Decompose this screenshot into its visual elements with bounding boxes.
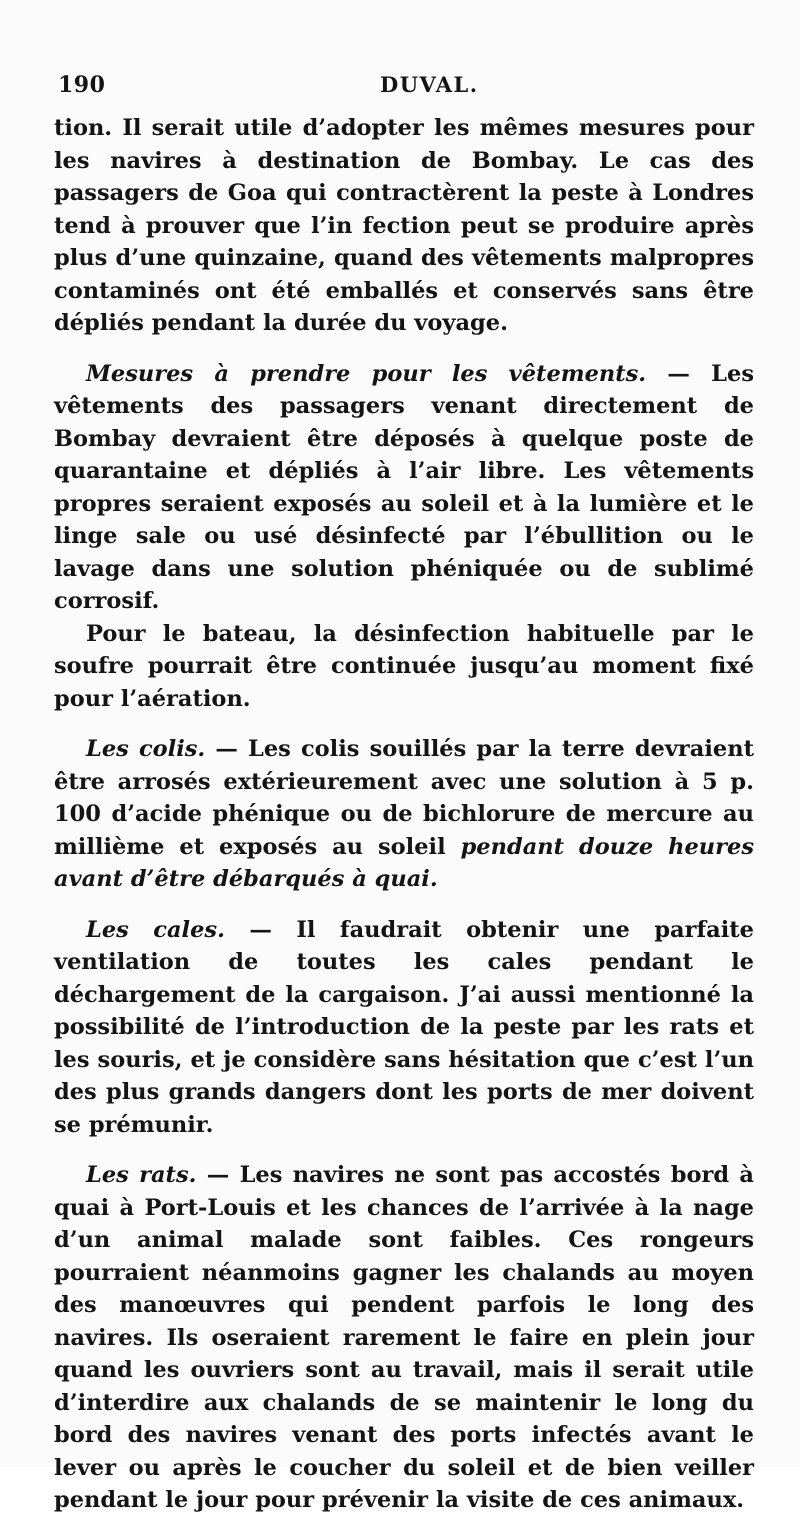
paragraph-continuation	[54, 112, 754, 340]
paragraph-text: tion. Il serait utile d’adopter les mêmes mesures pour les navires à destination de Bombay. Le cas des passagers de Goa qui contractèrent la peste à Londres tend à prouver que l’in fection peut se produire après plus d’une quinzaine, quand des vêtements malpropres contaminés ont été emballés et conservés sans être dépliés pendant la durée du voyage.	[54, 115, 754, 336]
page-header	[58, 72, 758, 102]
paragraph-text: — Il faudrait obtenir une parfaite ventilation de toutes les cales pendant le déchargement de la cargaison. J’ai aussi mentionné la possibilité de l’introduction de la peste par les rats et les souris, et je considère sans hésitation que c’est l’un des plus grands dangers dont les ports de mer doivent se prémunir.	[54, 916, 754, 1138]
paragraph-clothing-measures	[54, 358, 754, 618]
paragraph-text: — Les vêtements des passagers venant directement de Bombay devraient être déposés à quelque poste de quarantaine et dépliés à l’air libre. Les vêtements propres seraient exposés au soleil et à la lumière et le linge sale ou usé désinfecté par l’ébullition ou le lavage dans une solution phéniquée ou de sublimé corrosif.	[54, 360, 754, 614]
section-lead-packages: Les colis.	[86, 736, 206, 762]
paragraph-boat-disinfection	[54, 618, 754, 716]
paragraph-packages	[54, 733, 754, 896]
paragraph-text: Pour le bateau, la désinfection habituelle par le soufre pourrait être continuée jusqu’au moment fixé pour l’aération.	[54, 620, 754, 712]
section-lead-rats: Les rats.	[86, 1162, 197, 1188]
page-number: 190	[58, 72, 106, 98]
emphasized-text: pendant douze heures avant d’être débarqués à quai.	[54, 833, 755, 892]
section-lead-clothing: Mesures à prendre pour les vêtements.	[86, 360, 647, 387]
paragraph-text: — Les navires ne sont pas accostés bord à quai à Port-Louis et les chances de l’arrivée à la nage d’un animal malade sont faibles. Ces rongeurs pourraient néanmoins gagner les chalands au moyen des manœuvres qui pendent parfois le long des navires. Ils oseraient rarement le faire en plein jour quand les ouvriers sont au travail, mais il serait utile d’interdire aux chalands de se maintenir le long du bord des navires venant des ports infectés avant le lever ou après le coucher du soleil et de bien veiller pendant le jour pour prévenir la visite de ces animaux.	[54, 1162, 754, 1513]
paragraph-rats	[54, 1159, 754, 1517]
section-lead-holds: Les cales.	[86, 916, 225, 943]
running-head: DUVAL.	[380, 72, 479, 97]
paragraph-holds	[54, 914, 754, 1142]
paragraph-text: — Les colis souillés par la terre devraient être arrosés extérieurement avec une solution à 5 p. 100 d’acide phénique ou de bichlorure de mercure au millième et exposés au soleil	[54, 736, 754, 860]
body-text	[54, 112, 754, 1517]
